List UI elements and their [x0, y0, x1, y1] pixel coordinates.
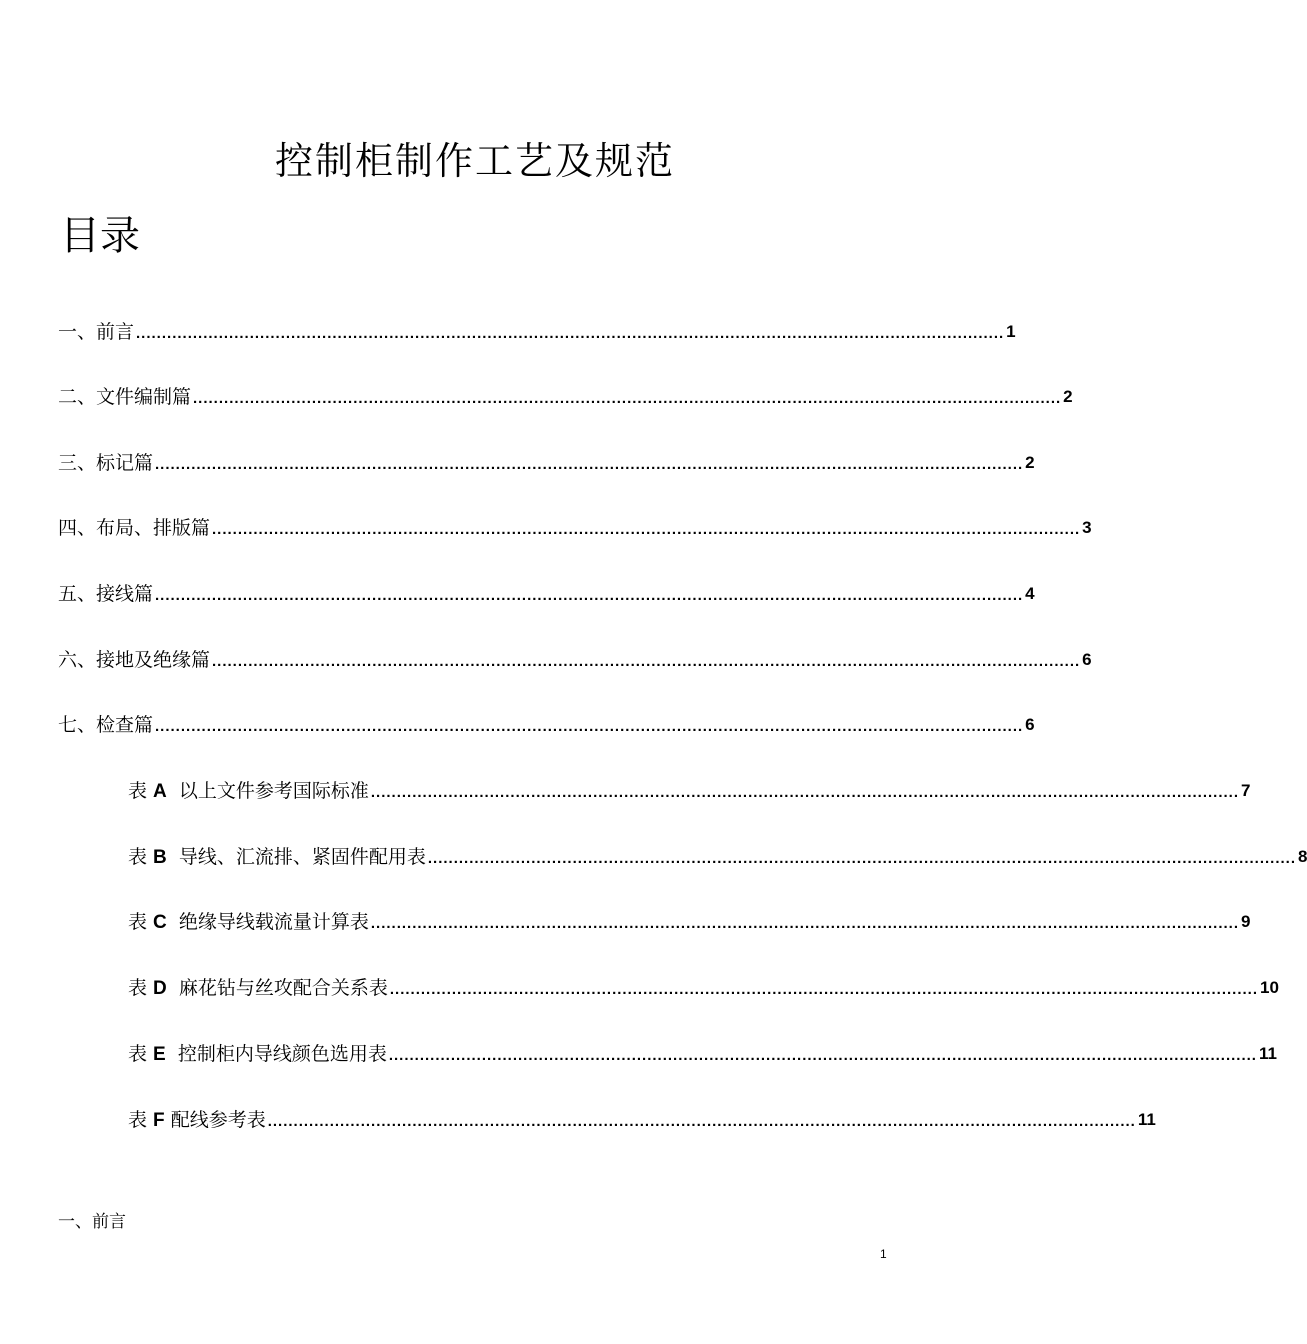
toc-entry-label: 表 D 麻花钻与丝攻配合关系表	[128, 976, 388, 999]
toc-page-number: 11	[1258, 1044, 1277, 1063]
toc-entry-label: 五、接线篇	[58, 583, 154, 605]
toc-entry-table-f[interactable]	[128, 1105, 1156, 1135]
toc-page-number: 6	[1025, 715, 1035, 734]
toc-dot-leader: ........................................................................................................................................................................	[136, 325, 1005, 342]
toc-entry-preface[interactable]	[58, 317, 1016, 347]
toc-entry-table-a[interactable]	[128, 776, 1251, 806]
toc-page-number: 4	[1025, 584, 1035, 603]
toc-page-number: 2	[1063, 387, 1073, 406]
toc-entry-table-c[interactable]	[128, 907, 1251, 937]
toc-entry-label: 四、布局、排版篇	[58, 517, 211, 539]
toc-entry-label: 六、接地及绝缘篇	[58, 649, 211, 671]
toc-dot-leader: ........................................................................................................................................................................	[193, 390, 1062, 407]
toc-page-number: 10	[1260, 978, 1279, 997]
toc-heading: 目录	[60, 213, 140, 259]
toc-dot-leader: ........................................................................................................................................................................	[427, 850, 1297, 867]
footer-page-number: 1	[880, 1247, 887, 1261]
toc-entry-marking[interactable]	[58, 448, 1035, 478]
toc-page-number: 2	[1025, 453, 1035, 472]
toc-entry-documentation[interactable]	[58, 382, 1073, 412]
toc-dot-leader: ........................................................................................................................................................................	[212, 521, 1081, 538]
toc-dot-leader: ........................................................................................................................................................................	[370, 915, 1240, 932]
toc-page-number: 7	[1241, 781, 1251, 800]
toc-entry-table-d[interactable]	[128, 973, 1279, 1003]
toc-dot-leader: ........................................................................................................................................................................	[267, 1113, 1136, 1130]
toc-entry-label: 表 F 配线参考表	[128, 1108, 266, 1131]
toc-entry-label: 表 E 控制柜内导线颜色选用表	[128, 1042, 387, 1065]
toc-dot-leader: ........................................................................................................................................................................	[389, 981, 1259, 998]
toc-dot-leader: ........................................................................................................................................................................	[155, 718, 1024, 735]
toc-entry-wiring[interactable]	[58, 579, 1035, 609]
toc-dot-leader: ........................................................................................................................................................................	[370, 784, 1240, 801]
toc-entry-table-e[interactable]	[128, 1039, 1277, 1069]
section-heading-preface: 一、前言	[58, 1212, 126, 1232]
toc-entry-grounding[interactable]	[58, 645, 1092, 675]
toc-page-number: 8	[1298, 847, 1307, 866]
toc-entry-table-b[interactable]	[128, 842, 1307, 872]
toc-dot-leader: ........................................................................................................................................................................	[155, 587, 1024, 604]
toc-dot-leader: ........................................................................................................................................................................	[388, 1047, 1257, 1064]
toc-entry-label: 表 C 绝缘导线载流量计算表	[128, 910, 369, 933]
toc-entry-label: 表 B 导线、汇流排、紧固件配用表	[128, 845, 426, 868]
toc-entry-label: 二、文件编制篇	[58, 386, 192, 408]
toc-page-number: 6	[1082, 650, 1092, 669]
toc-page-number: 1	[1006, 322, 1016, 341]
toc-entry-label: 七、检查篇	[58, 714, 154, 736]
document-title: 控制柜制作工艺及规范	[274, 139, 675, 183]
toc-dot-leader: ........................................................................................................................................................................	[212, 653, 1081, 670]
toc-entry-label: 一、前言	[58, 321, 135, 343]
toc-entry-layout[interactable]	[58, 513, 1092, 543]
toc-dot-leader: ........................................................................................................................................................................	[155, 456, 1024, 473]
toc-page-number: 11	[1137, 1110, 1156, 1129]
toc-entry-label: 表 A 以上文件参考国际标准	[128, 779, 369, 802]
toc-entry-inspection[interactable]	[58, 710, 1035, 740]
toc-page-number: 3	[1082, 518, 1092, 537]
toc-entry-label: 三、标记篇	[58, 452, 154, 474]
toc-page-number: 9	[1241, 912, 1251, 931]
